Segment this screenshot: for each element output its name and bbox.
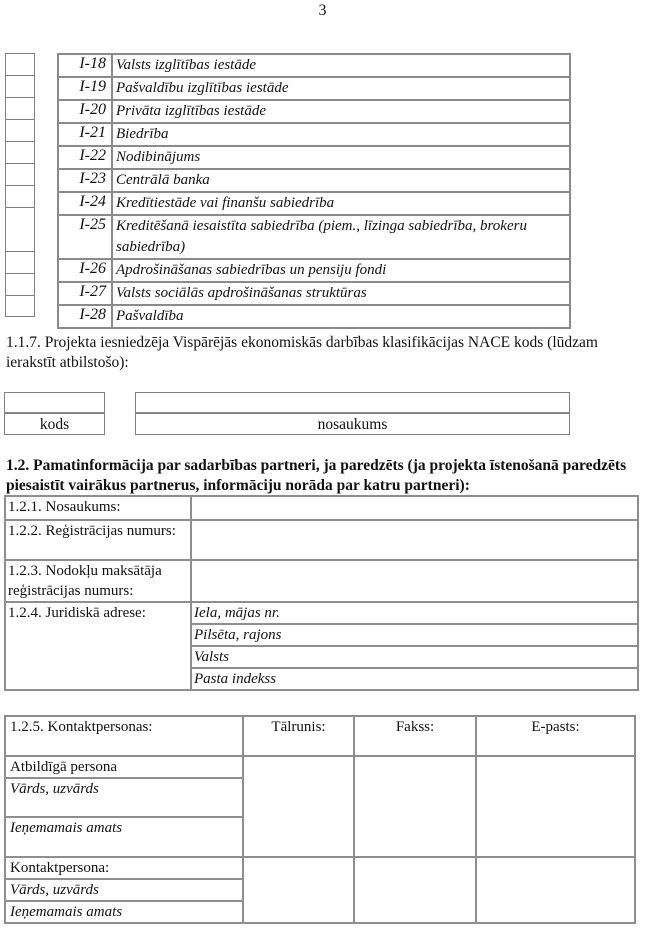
- table-row: [58, 215, 570, 259]
- checkbox-i-23[interactable]: [5, 163, 35, 185]
- responsible-person-title: Atbildīgā persona: [5, 756, 243, 778]
- partner-name-field[interactable]: [191, 496, 638, 520]
- checkbox-i-27[interactable]: [5, 273, 35, 295]
- address-street-field[interactable]: Iela, mājas nr.: [191, 602, 638, 624]
- address-city-field[interactable]: Pilsēta, rajons: [191, 624, 638, 646]
- institution-label: Kreditēšanā iesaistīta sabiedrība (piem., līzinga sabiedrība, brokeru sabiedrība): [112, 215, 570, 259]
- contact-email-field[interactable]: [476, 857, 635, 923]
- checkbox-i-26[interactable]: [5, 251, 35, 273]
- partner-reg-field[interactable]: [191, 520, 638, 560]
- nace-code-input[interactable]: [4, 392, 105, 414]
- checkbox-i-20[interactable]: [5, 97, 35, 119]
- table-row: [58, 305, 570, 328]
- responsible-name-field[interactable]: Vārds, uzvārds: [5, 778, 243, 817]
- checkbox-i-28[interactable]: [5, 295, 35, 317]
- institution-code: I-27: [58, 282, 112, 305]
- table-row: [5, 857, 635, 879]
- address-postal-field[interactable]: Pasta indekss: [191, 668, 638, 690]
- institution-label: Kredītiestāde vai finanšu sabiedrība: [112, 192, 570, 215]
- responsible-phone-field[interactable]: [243, 756, 354, 857]
- institution-code: I-22: [58, 146, 112, 169]
- institution-code: I-25: [58, 215, 112, 259]
- institution-type-table: [57, 53, 571, 329]
- institution-label: Apdrošināšanas sabiedrības un pensiju fondi: [112, 259, 570, 282]
- contact-person-title: Kontaktpersona:: [5, 857, 243, 879]
- partner-tax-label: 1.2.3. Nodokļu maksātāja reģistrācijas numurs:: [5, 560, 191, 602]
- partner-address-label: 1.2.4. Juridiskā adrese:: [5, 602, 191, 690]
- institution-checkbox-column: [5, 53, 35, 317]
- institution-label: Centrālā banka: [112, 169, 570, 192]
- institution-label: Pašvaldība: [112, 305, 570, 328]
- institution-label: Valsts izglītības iestāde: [112, 54, 570, 77]
- checkbox-i-21[interactable]: [5, 119, 35, 141]
- table-row: [58, 169, 570, 192]
- checkbox-i-18[interactable]: [5, 53, 35, 75]
- responsible-email-field[interactable]: [476, 756, 635, 857]
- institution-code: I-23: [58, 169, 112, 192]
- table-row: [5, 716, 635, 756]
- institution-label: Pašvaldību izglītības iestāde: [112, 77, 570, 100]
- partner-tax-field[interactable]: [191, 560, 638, 602]
- table-row: [58, 123, 570, 146]
- institution-code: I-20: [58, 100, 112, 123]
- institution-label: Biedrība: [112, 123, 570, 146]
- table-row: [58, 146, 570, 169]
- table-row: [5, 560, 638, 602]
- responsible-fax-field[interactable]: [354, 756, 476, 857]
- table-row: [5, 756, 635, 778]
- checkbox-i-24[interactable]: [5, 185, 35, 207]
- contact-persons-table: [4, 715, 636, 924]
- institution-code: I-18: [58, 54, 112, 77]
- page-number: 3: [318, 2, 327, 19]
- checkbox-i-22[interactable]: [5, 141, 35, 163]
- contact-phone-field[interactable]: [243, 857, 354, 923]
- institution-code: I-26: [58, 259, 112, 282]
- table-row: [5, 520, 638, 560]
- nace-name-label: nosaukums: [135, 413, 570, 435]
- contact-persons-header: 1.2.5. Kontaktpersonas:: [5, 716, 243, 756]
- responsible-position-field[interactable]: Ieņemamais amats: [5, 817, 243, 857]
- contact-fax-field[interactable]: [354, 857, 476, 923]
- table-row: [58, 77, 570, 100]
- table-row: [58, 54, 570, 77]
- partner-info-table: [4, 495, 639, 691]
- partner-name-label: 1.2.1. Nosaukums:: [5, 496, 191, 520]
- institution-label: Privāta izglītības iestāde: [112, 100, 570, 123]
- table-row: [58, 282, 570, 305]
- nace-name-input[interactable]: [135, 392, 570, 414]
- checkbox-i-19[interactable]: [5, 75, 35, 97]
- email-header: E-pasts:: [476, 716, 635, 756]
- contact-name-field[interactable]: Vārds, uzvārds: [5, 879, 243, 901]
- institution-code: I-28: [58, 305, 112, 328]
- table-row: [58, 259, 570, 282]
- table-row: [58, 100, 570, 123]
- address-country-field[interactable]: Valsts: [191, 646, 638, 668]
- institution-label: Nodibinājums: [112, 146, 570, 169]
- partner-section-heading: 1.2. Pamatinformācija par sadarbības partneri, ja paredzēts (ja projekta īstenošanā paredzēts piesaistīt vairākus partnerus, informāciju norāda par katru partneri):: [6, 457, 627, 494]
- institution-code: I-21: [58, 123, 112, 146]
- checkbox-i-25[interactable]: [5, 207, 35, 251]
- table-row: [5, 602, 638, 624]
- nace-question: 1.1.7. Projekta iesniedzēja Vispārējās ekonomiskās darbības klasifikācijas NACE kods (lūdzam ierakstīt atbilstošo):: [6, 334, 598, 371]
- table-row: [58, 192, 570, 215]
- institution-code: I-24: [58, 192, 112, 215]
- partner-reg-label: 1.2.2. Reģistrācijas numurs:: [5, 520, 191, 560]
- institution-label: Valsts sociālās apdrošināšanas struktūras: [112, 282, 570, 305]
- institution-code: I-19: [58, 77, 112, 100]
- table-row: [5, 496, 638, 520]
- nace-code-label: kods: [4, 413, 105, 435]
- fax-header: Fakss:: [354, 716, 476, 756]
- contact-position-field[interactable]: Ieņemamais amats: [5, 901, 243, 923]
- phone-header: Tālrunis:: [243, 716, 354, 756]
